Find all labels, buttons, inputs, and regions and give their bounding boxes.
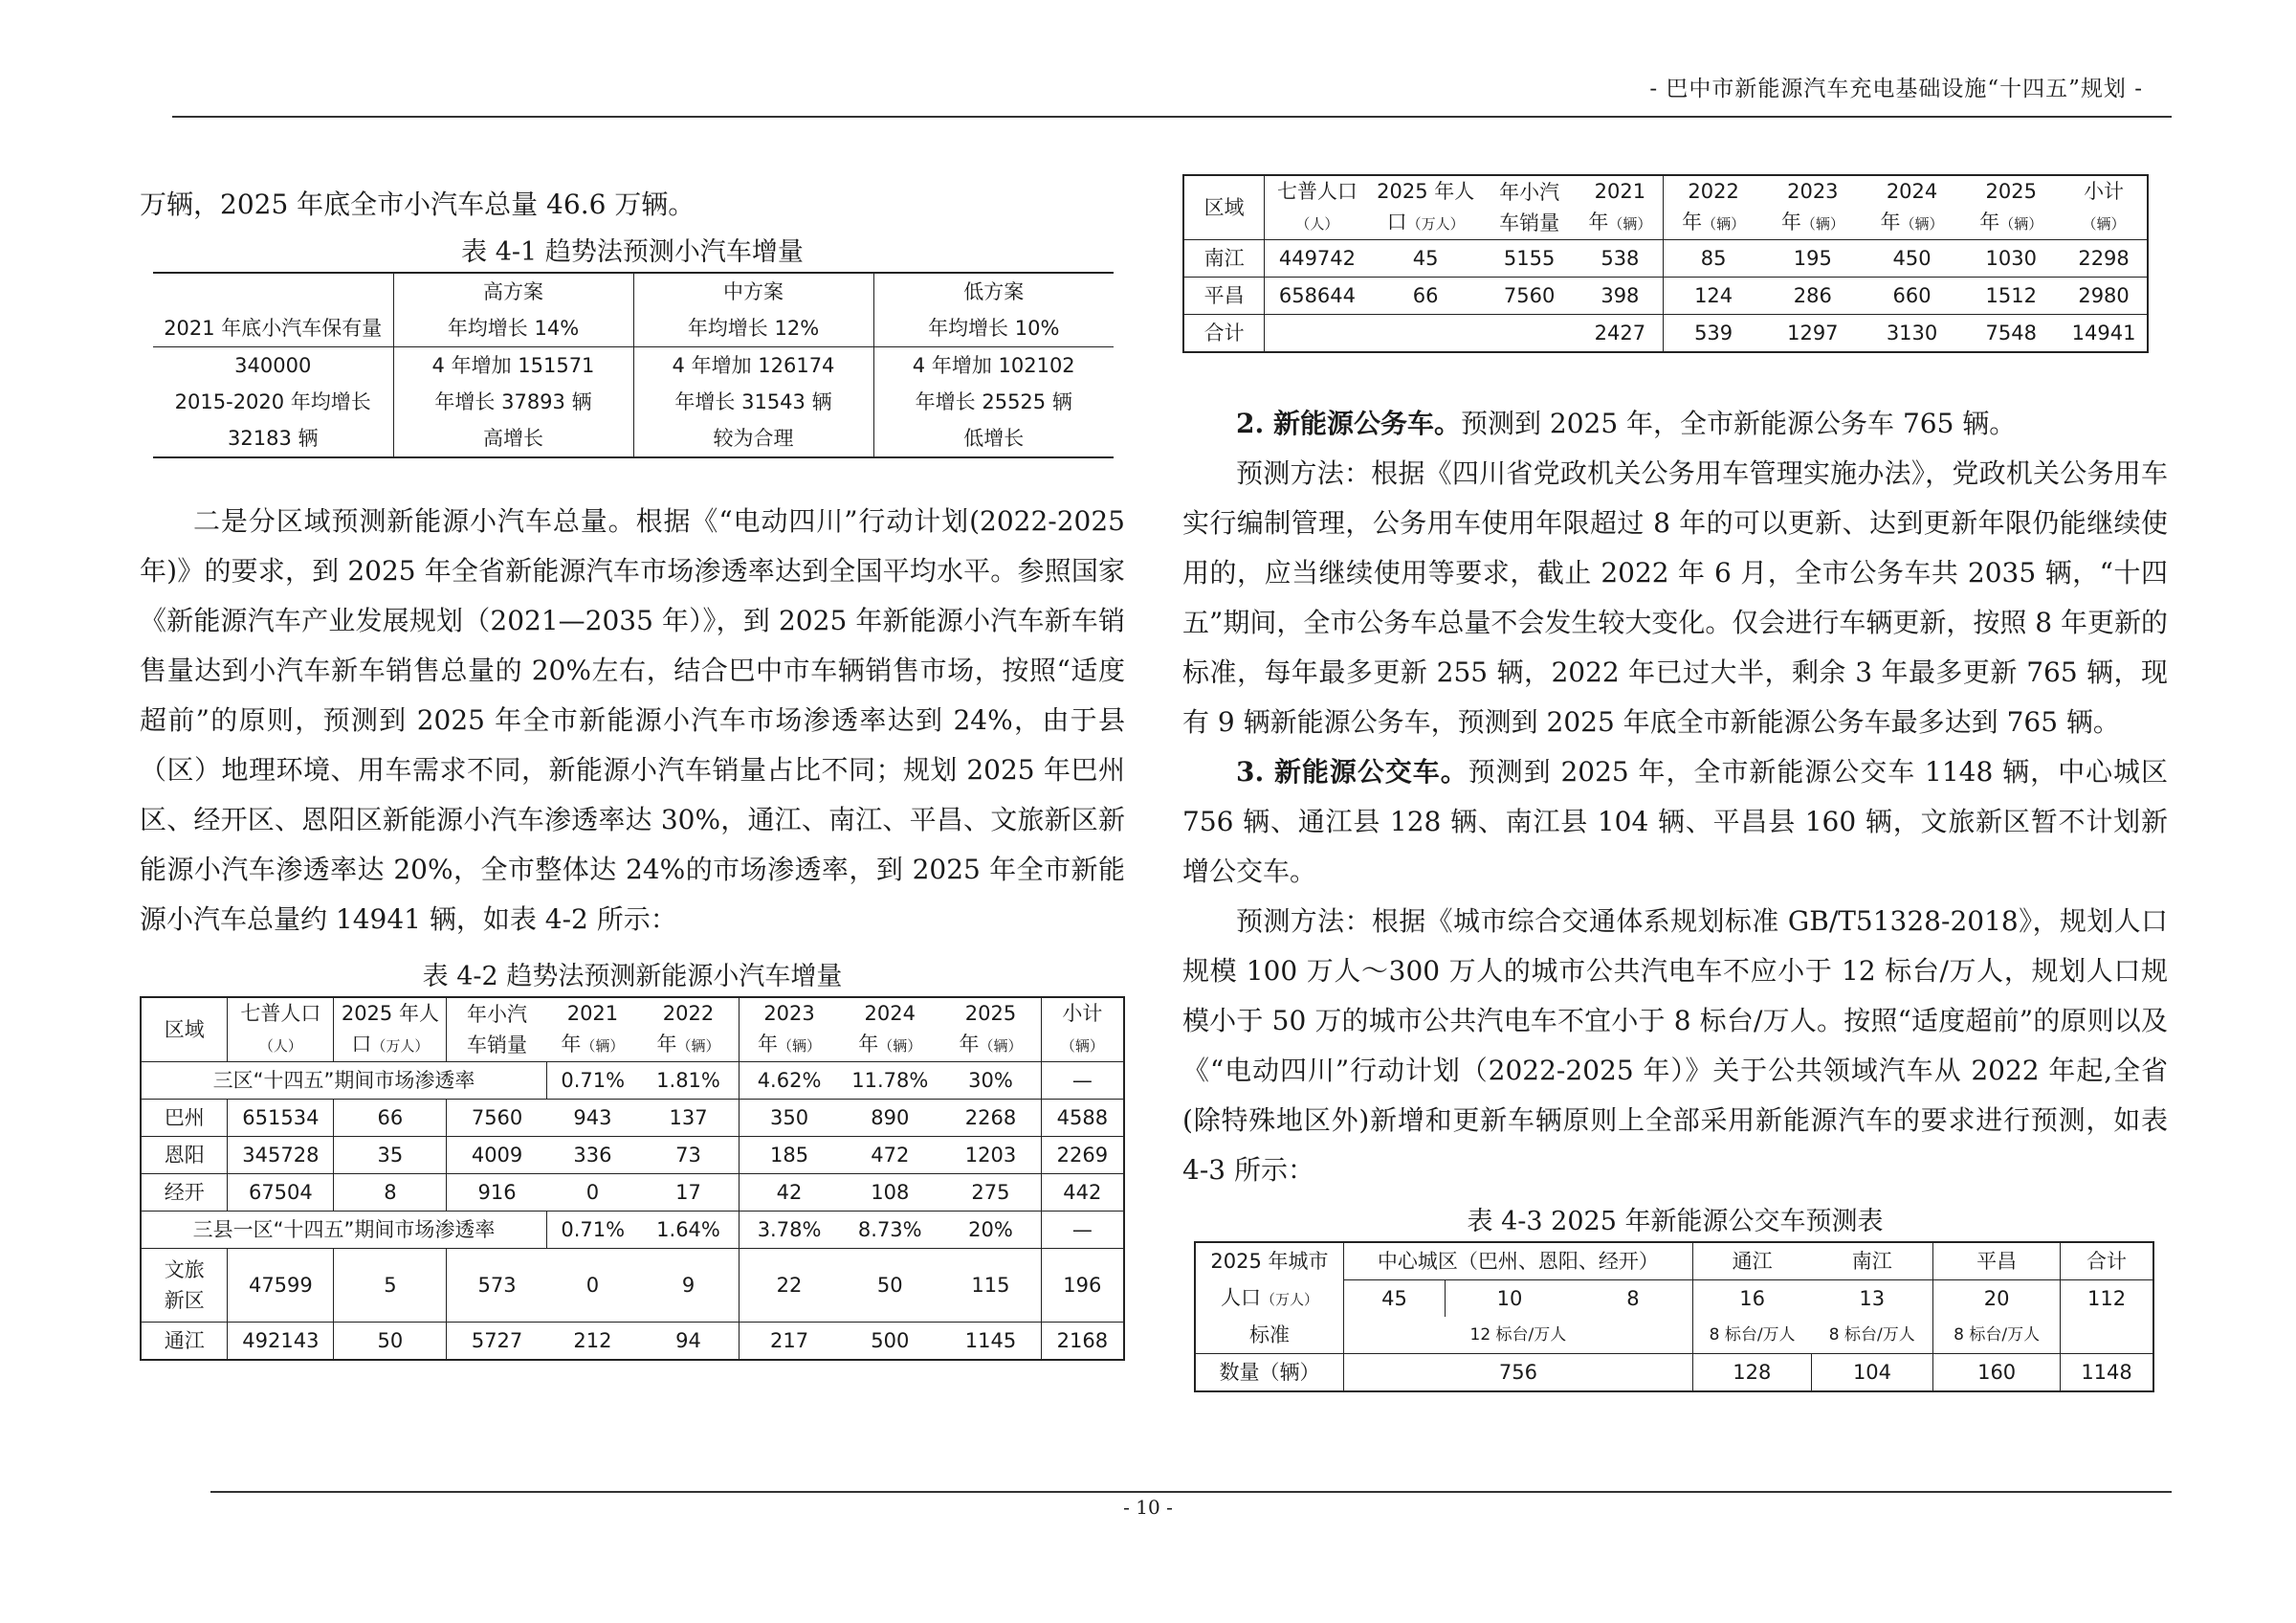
table-cell: 2298 [2078, 247, 2130, 270]
table-cell: — [1071, 1069, 1093, 1092]
header-unit: （辆） [1900, 215, 1944, 233]
table-cell: 5155 [1503, 247, 1556, 270]
table-cell [1961, 175, 2061, 240]
table-cell: 巴州 [141, 1100, 228, 1137]
table-cell: 539 [1694, 322, 1733, 345]
table-cell: 500 [871, 1329, 910, 1352]
header-unit: （辆） [581, 1037, 625, 1055]
table-cell: 年增长 25525 辆 [915, 390, 1072, 413]
table-cell: 85 [1700, 247, 1727, 270]
header-text: 年 [1588, 211, 1609, 233]
header-text: 车销量 [467, 1034, 528, 1056]
header-text: 年 [561, 1033, 582, 1056]
table-cell: 低增长 [963, 427, 1025, 450]
table-cell: 538 [1578, 240, 1664, 278]
table-cell: 45 [1412, 247, 1439, 270]
table-cell: 区域 [141, 997, 228, 1062]
footer-rule [210, 1491, 2172, 1493]
table-cell: 115 [940, 1249, 1041, 1323]
table-cell: 22 [776, 1274, 803, 1297]
table-cell: 195 [1793, 247, 1832, 270]
table-cell: 66 [1412, 284, 1439, 307]
table-cell: 2015-2020 年均增长 [153, 384, 393, 420]
header-text: 2025 年人 [341, 1002, 439, 1025]
table-cell: 212 [573, 1329, 612, 1352]
table-cell: 三区“十四五”期间市场渗透率 [141, 1062, 547, 1100]
table-cell [1763, 175, 1863, 240]
table-cell: 66 [334, 1100, 447, 1137]
header-text: 2025 年人 [1377, 180, 1475, 203]
table-row [141, 1137, 1124, 1174]
table-cell: 5 [334, 1249, 447, 1323]
table-cell: 350 [770, 1106, 809, 1129]
header-unit: （辆） [1999, 215, 2043, 233]
table-cell: 10 [1496, 1287, 1523, 1310]
table-cell: 2980 [2078, 284, 2130, 307]
paragraph-continuation: 万辆，2025 年底全市小汽车总量 46.6 万辆。 [140, 189, 695, 220]
table-cell: 340000 [153, 347, 393, 385]
table-4-3 [1194, 1241, 2154, 1392]
header-unit: （辆） [1800, 215, 1844, 233]
table-cell [1265, 315, 1370, 353]
table-4-2-caption: 表 4-2 趋势法预测新能源小汽车增量 [422, 962, 843, 991]
table-cell: 217 [770, 1329, 809, 1352]
table-cell: 4 年增加 126174 [633, 347, 873, 385]
table-cell: 高方案 [393, 273, 633, 310]
table-cell: 2168 [1056, 1329, 1109, 1352]
header-rule [172, 116, 2172, 118]
table-cell: 年增长 37893 辆 [393, 384, 633, 420]
table-cell: 67504 [228, 1174, 334, 1212]
table-cell: 1203 [940, 1137, 1041, 1174]
table-cell: 2021 年底小汽车保有量 [153, 310, 393, 347]
table-cell: 449742 [1278, 247, 1357, 270]
table-cell: 恩阳 [141, 1137, 228, 1174]
table-cell: 336 [573, 1144, 612, 1167]
table-cell: 4 年增加 151571 [393, 347, 633, 385]
table-row [141, 1174, 1124, 1212]
table-cell [447, 997, 547, 1062]
table-cell: 890 [871, 1106, 910, 1129]
table-row [1195, 1354, 2153, 1392]
table-cell: 14941 [2071, 322, 2136, 345]
table-cell: 4588 [1056, 1106, 1109, 1129]
table-cell [1482, 315, 1578, 353]
header-unit: （辆） [1702, 215, 1746, 233]
table-cell: 文旅 新区 [141, 1249, 228, 1323]
header-text: 2025 [1985, 180, 2037, 203]
table-cell: 124 [1694, 284, 1733, 307]
table-row [141, 1323, 1124, 1361]
row-label: 人口 [1220, 1285, 1261, 1309]
section-buses [1182, 747, 2168, 897]
table-cell: 442 [1063, 1181, 1102, 1204]
table-cell: 16 [1739, 1287, 1765, 1310]
header-text: 七普人口 [240, 1002, 321, 1025]
table-cell: 2268 [940, 1100, 1041, 1137]
header-text: 2021 [1594, 180, 1646, 203]
section-text: 预测到 2025 年，全市新能源公务车 765 辆。 [1460, 408, 2017, 439]
table-row [153, 384, 1114, 420]
table-cell [1265, 175, 1370, 240]
table-cell: 区域 [1183, 175, 1265, 240]
table-cell: 3130 [1886, 322, 1938, 345]
header-text: 2022 [1688, 180, 1739, 203]
table-cell: 1297 [1787, 322, 1839, 345]
left-column [140, 180, 1125, 1361]
table-cell: 通江 [141, 1323, 228, 1361]
table-4-2 [140, 996, 1125, 1361]
table-cell: 112 [2087, 1287, 2127, 1310]
table-cell: 0.71% [561, 1218, 626, 1241]
header-text: 年小汽 [467, 1003, 528, 1026]
table-cell: 0 [585, 1274, 600, 1297]
table-cell: 7560 [471, 1106, 523, 1129]
header-text: 2023 [1787, 180, 1839, 203]
table-cell: 5727 [471, 1329, 523, 1352]
table-cell: 南江 [1183, 240, 1265, 278]
section-heading: 2. 新能源公务车。 [1236, 408, 1461, 439]
header-text: 2024 [1886, 180, 1938, 203]
header-unit: （辆） [2082, 215, 2126, 233]
table-row [141, 1249, 1124, 1323]
table-row [1183, 240, 2148, 278]
table-cell: 经开 [141, 1174, 228, 1212]
table-row [1195, 1280, 2153, 1318]
table-header-row [1183, 175, 2148, 240]
table-row [1183, 278, 2148, 315]
table-cell [739, 997, 839, 1062]
table-cell: 三县一区“十四五”期间市场渗透率 [141, 1212, 547, 1249]
table-cell: 平昌 [1933, 1242, 2061, 1280]
table-cell: 185 [770, 1144, 809, 1167]
table-cell: 12 标台/万人 [1343, 1317, 1692, 1354]
table-cell [334, 997, 447, 1062]
table-cell: 17 [638, 1174, 739, 1212]
table-cell: 20% [940, 1212, 1041, 1249]
header-unit: （辆） [778, 1037, 822, 1055]
table-cell: 916 [477, 1181, 517, 1204]
header-text: 口 [1386, 211, 1407, 233]
table-cell: 年均增长 10% [928, 317, 1060, 340]
header-text: 年 [1780, 211, 1801, 233]
header-unit: （辆） [979, 1037, 1023, 1055]
header-unit: （辆） [1608, 215, 1652, 233]
table-cell: 94 [638, 1323, 739, 1361]
row-unit: （万人） [1260, 1290, 1318, 1308]
table-cell: 4.62% [757, 1069, 822, 1092]
table-cell: 472 [871, 1144, 910, 1167]
table-row [141, 1100, 1124, 1137]
right-column [1182, 174, 2168, 1392]
table-cell: 45 [1343, 1280, 1445, 1318]
table-cell [228, 997, 334, 1062]
table-cell: 3.78% [757, 1218, 822, 1241]
table-cell: 450 [1892, 247, 1932, 270]
table-cell: 35 [334, 1137, 447, 1174]
table-cell: 年均增长 12% [633, 310, 873, 347]
paragraph-regional-forecast: 二是分区域预测新能源小汽车总量。根据《“电动四川”行动计划(2022-2025 年)》的要求，到 2025 年全省新能源汽车市场渗透率达到全国平均水平。参照国家《新能源汽车产业发展规划（2021—2035 年）》，到 2025 年新能源小汽车新车销售量达到小汽车新车销售总量的 20%左右，结合巴中市车辆销售市场，按照“适度超前”的原则，预测到 2025 年全市新能源小汽车市场渗透率达到 24%，由于县（区）地理环境、用车需求不同，新能源小汽车销量占比不同；规划 2025 年巴州区、经开区、恩阳区新能源小汽车渗透率达 30%，通江、南江、平昌、文旅新区新能源小汽车渗透率达 20%，全市整体达 24%的市场渗透率，到 2025 年全市新能源小汽车总量约 14941 辆，如表 4-2 所示： [140, 505, 1125, 935]
table-row [141, 1212, 1124, 1249]
table-cell: 2025 年城市 [1195, 1242, 1343, 1280]
header-text: 车销量 [1499, 211, 1560, 234]
table-cell: 42 [776, 1181, 803, 1204]
table-row [1195, 1317, 2153, 1354]
running-header: - 巴中市新能源汽车充电基础设施“十四五”规划 - [1649, 77, 2143, 101]
table-cell: 104 [1811, 1354, 1932, 1392]
header-text: 2024 [864, 1002, 916, 1025]
table-header-row [141, 997, 1124, 1062]
table-cell: 4009 [471, 1144, 523, 1167]
table-cell: 73 [638, 1137, 739, 1174]
table-row [1183, 315, 2148, 353]
table-row [153, 310, 1114, 347]
table-cell: 943 [573, 1106, 612, 1129]
table-cell: 2427 [1578, 315, 1664, 353]
table-4-1-caption: 表 4-1 趋势法预测小汽车增量 [461, 237, 804, 267]
table-cell: 8.73% [857, 1218, 922, 1241]
header-text: 年 [656, 1033, 677, 1056]
table-cell: 20 [1933, 1280, 2061, 1318]
table-cell: 高增长 [393, 420, 633, 457]
table-cell: 1030 [1985, 247, 2037, 270]
table-cell: 50 [876, 1274, 903, 1297]
table-cell: 低方案 [963, 280, 1025, 303]
table-cell [1664, 175, 1763, 240]
table-cell: 1.81% [638, 1062, 739, 1100]
table-cell: 345728 [228, 1137, 334, 1174]
header-text: 七普人口 [1276, 180, 1358, 203]
table-cell: 平昌 [1183, 278, 1265, 315]
table-cell: 南江 [1811, 1242, 1932, 1280]
table-cell: 通江 [1692, 1242, 1811, 1280]
table-4-1 [153, 272, 1114, 458]
table-cell [1578, 175, 1664, 240]
table-cell: 2269 [1056, 1144, 1109, 1167]
table-cell: 8 标台/万人 [1933, 1317, 2061, 1354]
table-cell: 108 [871, 1181, 910, 1204]
header-text: 年 [1880, 211, 1901, 233]
table-4-3-caption: 表 4-3 2025 年新能源公交车预测表 [1467, 1207, 1884, 1236]
table-cell [839, 997, 940, 1062]
table-cell [547, 997, 639, 1062]
table-cell: 中心城区（巴州、恩阳、经开） [1343, 1242, 1692, 1280]
table-cell: 8 [334, 1174, 447, 1212]
table-cell: 13 [1811, 1280, 1932, 1318]
table-cell: 275 [940, 1174, 1041, 1212]
table-header-row [1195, 1242, 2153, 1280]
table-cell: 7560 [1503, 284, 1556, 307]
table-cell: 573 [477, 1274, 517, 1297]
table-cell: 1145 [940, 1323, 1041, 1361]
section-text: 预测到 2025 年，全市新能源公交车 1148 辆，中心城区 756 辆、通江县 128 辆、南江县 104 辆、平昌县 160 辆，文旅新区暂不计划新增公交车。 [1182, 756, 2168, 887]
table-row [153, 347, 1114, 385]
paragraph-official-method: 预测方法：根据《四川省党政机关公务用车管理实施办法》，党政机关公务用车实行编制管理，公务用车使用年限超过 8 年的可以更新、达到更新年限仍能继续使用的，应当继续使用等要求，截止 2022 年 6 月，全市公务车共 2035 辆，“十四五”期间，全市公务车总量不会发生较大变化。仅会进行车辆更新，按照 8 年更新的标准，每年最多更新 255 辆，2022 年已过大半，剩余 3 年最多更新 765 辆，现有 9 辆新能源公务车，预测到 2025 年底全市新能源公务车最多达到 765 辆。 [1182, 457, 2168, 738]
table-cell: 4 年增加 102102 [912, 354, 1075, 377]
table-cell: 50 [334, 1323, 447, 1361]
header-text: 2025 [964, 1002, 1017, 1025]
table-cell [1863, 175, 1962, 240]
header-unit: （辆） [878, 1037, 922, 1055]
table-row [153, 273, 1114, 310]
table-cell: 年增长 31543 辆 [633, 384, 873, 420]
header-unit: （辆） [1060, 1037, 1104, 1055]
table-cell: 8 标台/万人 [1811, 1317, 1932, 1354]
header-text: 2021 [566, 1002, 619, 1025]
table-cell: 1.64% [638, 1212, 739, 1249]
table-cell: 数量（辆） [1195, 1354, 1343, 1392]
table-cell: 7548 [1985, 322, 2037, 345]
table-cell: 0.71% [561, 1069, 626, 1092]
header-text: 口 [351, 1033, 372, 1056]
header-text: 年 [1979, 211, 2000, 233]
table-cell: 1148 [2081, 1361, 2132, 1384]
table-cell [1195, 1280, 1343, 1318]
header-text: 年小汽 [1499, 181, 1560, 204]
table-cell: 137 [638, 1100, 739, 1137]
header-text: 2022 [662, 1002, 715, 1025]
header-text: 年 [858, 1033, 879, 1056]
table-cell: 8 [1574, 1280, 1692, 1318]
section-heading: 3. 新能源公交车。 [1236, 756, 1468, 788]
table-cell [638, 997, 739, 1062]
table-cell: 660 [1892, 284, 1932, 307]
table-cell: 398 [1578, 278, 1664, 315]
table-cell: 合计 [1183, 315, 1265, 353]
header-text: 年 [758, 1033, 779, 1056]
table-cell: 合计 [2061, 1242, 2153, 1280]
section-official-vehicles [1182, 399, 2168, 449]
table-cell [2061, 1317, 2153, 1354]
table-cell: 8 标台/万人 [1709, 1325, 1796, 1345]
table-cell: 651534 [228, 1100, 334, 1137]
table-cell: 较为合理 [633, 420, 873, 457]
header-unit: （万人） [371, 1037, 430, 1055]
header-unit: （辆） [676, 1037, 720, 1055]
table-cell [153, 273, 393, 310]
paragraph-bus-method: 预测方法：根据《城市综合交通体系规划标准 GB/T51328-2018》，规划人口规模 100 万人～300 万人的城市公共汽电车不应小于 12 标台/万人，规划人口规模小于 50 万的城市公共汽电车不宜小于 8 标台/万人。按照“适度超前”的原则以及《“电动四川”行动计划（2022-2025 年）》关于公共领域汽车从 2022 年起,全省(除特殊地区外)新增和更新车辆原则上全部采用新能源汽车的要求进行预测，如表 4-3 所示： [1182, 905, 2168, 1186]
table-cell: 1512 [1985, 284, 2037, 307]
table-cell: 196 [1063, 1274, 1102, 1297]
table-4-2-continued [1182, 174, 2149, 353]
table-cell: 160 [1933, 1354, 2061, 1392]
header-text: 小计 [2084, 180, 2125, 203]
table-cell: 中方案 [633, 273, 873, 310]
table-cell: — [1071, 1218, 1093, 1241]
table-cell: 492143 [228, 1323, 334, 1361]
table-row [141, 1062, 1124, 1100]
table-cell [940, 997, 1041, 1062]
table-cell: 年均增长 14% [393, 310, 633, 347]
table-cell [1041, 997, 1124, 1062]
table-cell: 128 [1692, 1354, 1811, 1392]
table-cell: 756 [1343, 1354, 1692, 1392]
table-cell [1482, 175, 1578, 240]
header-text: 小计 [1062, 1002, 1103, 1025]
header-text: 2023 [763, 1002, 815, 1025]
table-cell: 0 [585, 1181, 600, 1204]
header-unit: （人） [258, 1037, 302, 1055]
header-text: 年 [1682, 211, 1703, 233]
table-cell: 标准 [1195, 1317, 1343, 1354]
table-cell: 658644 [1278, 284, 1357, 307]
table-cell [1370, 175, 1482, 240]
table-cell: 47599 [228, 1249, 334, 1323]
header-unit: （万人） [1406, 215, 1465, 233]
table-cell: 32183 辆 [153, 420, 393, 457]
table-cell: 30% [940, 1062, 1041, 1100]
page-number: - 10 - [1123, 1496, 1173, 1519]
table-cell [2061, 175, 2148, 240]
table-cell [1370, 315, 1482, 353]
table-cell: 11.78% [851, 1069, 929, 1092]
header-unit: （人） [1295, 215, 1339, 233]
header-text: 年 [959, 1033, 980, 1056]
table-row [153, 420, 1114, 457]
table-cell: 286 [1793, 284, 1832, 307]
table-cell: 9 [638, 1249, 739, 1323]
